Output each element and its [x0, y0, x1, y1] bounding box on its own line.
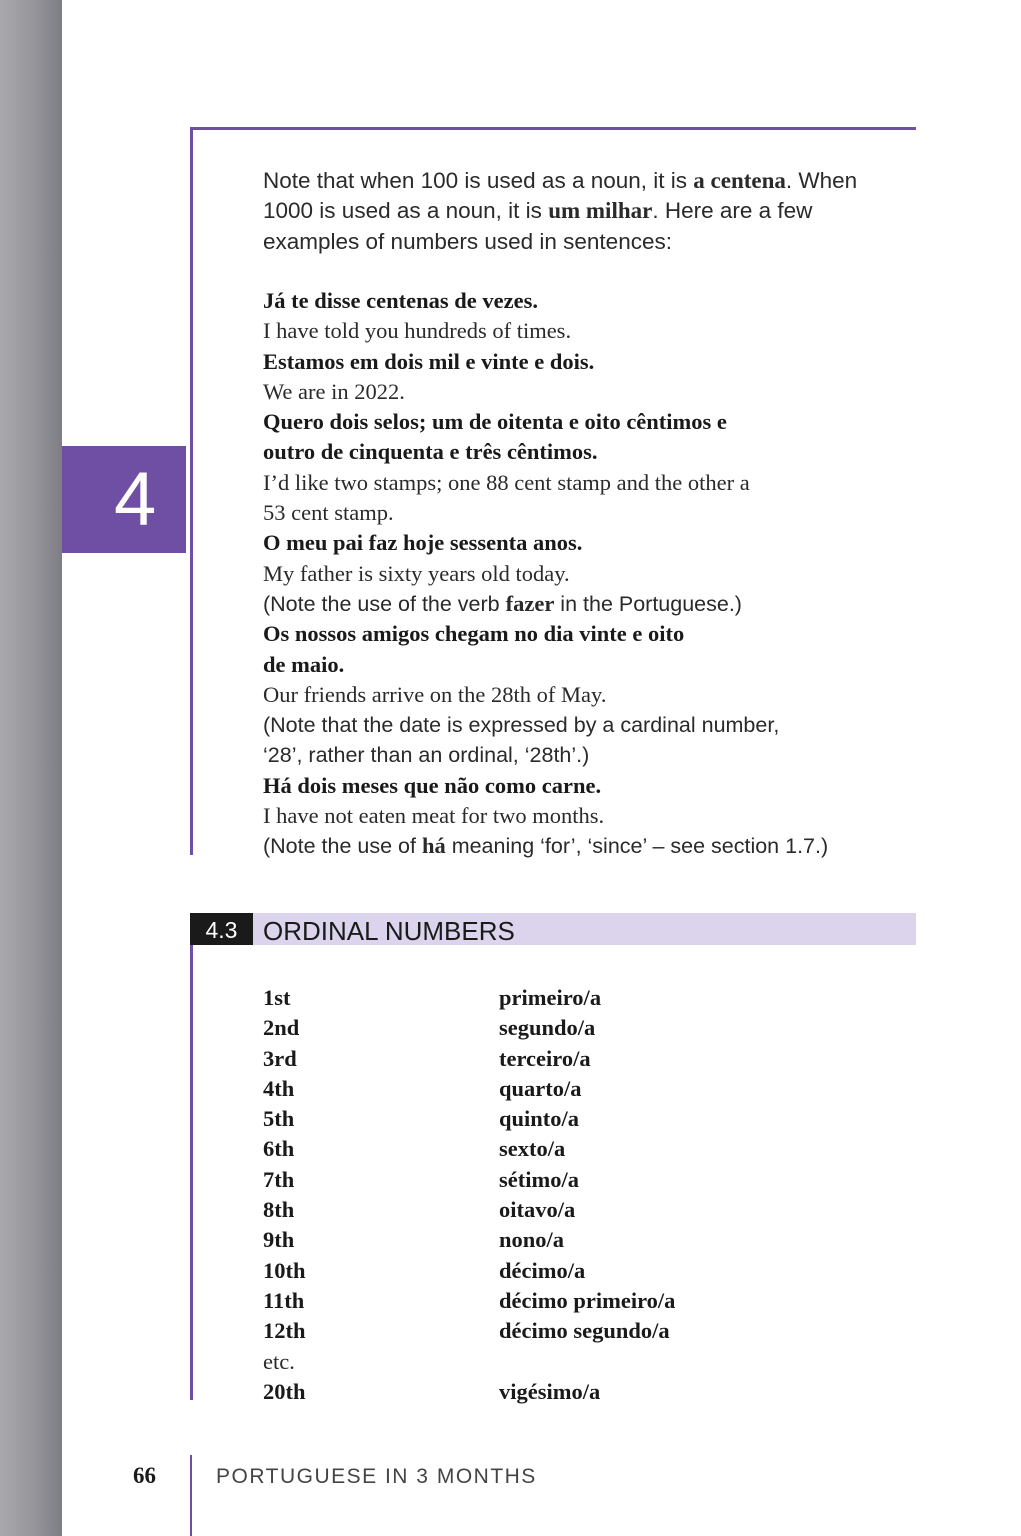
ordinal-row	[263, 1104, 903, 1134]
ordinal-portuguese: primeiro/a	[499, 985, 602, 1010]
intro-term-centena: a centena	[693, 168, 786, 193]
example-en: I have told you hundreds of times.	[263, 318, 572, 344]
intro-text-3: . Here are a few examples of numbers used in sentences:	[263, 198, 813, 254]
example-pt: Já te disse centenas de vezes.	[263, 288, 538, 313]
example-pt: O meu pai faz hoje sessenta anos.	[263, 530, 583, 556]
ordinal-english: 8th	[263, 1197, 295, 1223]
example-en: Our friends arrive on the 28th of May.	[263, 681, 607, 707]
ordinal-portuguese: segundo/a	[499, 1015, 596, 1041]
ordinal-english: 4th	[263, 1075, 295, 1101]
note-text: in the Portuguese.)	[554, 591, 742, 616]
example-note: ‘28’, rather than an ordinal, ‘28th’.)	[263, 743, 590, 768]
footer-rule	[190, 1455, 192, 1536]
ordinal-portuguese: quarto/a	[499, 1075, 582, 1101]
example-en: 53 cent stamp.	[263, 500, 394, 526]
ordinal-english: 20th	[263, 1378, 306, 1404]
note-text: (Note the use of the verb	[263, 591, 506, 616]
ordinal-portuguese: vigésimo/a	[499, 1378, 601, 1404]
example-pt: de maio.	[263, 651, 345, 677]
ordinal-english: 5th	[263, 1106, 295, 1132]
book-spine-edge	[0, 0, 62, 1536]
margin-rule-upper	[190, 127, 193, 855]
top-rule	[190, 127, 916, 130]
example-en: I’d like two stamps; one 88 cent stamp and the other a	[263, 469, 750, 495]
ordinal-row	[263, 1316, 903, 1346]
ordinal-row	[263, 1165, 903, 1195]
example-pt: outro de cinquenta e três cêntimos.	[263, 439, 598, 465]
example-note: (Note that the date is expressed by a cardinal number,	[263, 713, 780, 738]
ordinal-english: 2nd	[263, 1015, 300, 1041]
ordinal-english: 1st	[263, 985, 291, 1010]
ordinal-portuguese: terceiro/a	[499, 1045, 591, 1071]
ordinal-row	[263, 1225, 903, 1255]
ordinal-english: 10th	[263, 1257, 306, 1283]
ordinal-portuguese: sétimo/a	[499, 1166, 579, 1192]
page-number: 66	[133, 1463, 156, 1488]
intro-text-2: . When 1000 is used as a noun, it is	[263, 168, 858, 224]
ordinal-portuguese: sexto/a	[499, 1136, 566, 1162]
ordinals-table	[263, 983, 903, 1407]
intro-term-milhar: um milhar	[548, 198, 653, 224]
example-pt: Quero dois selos; um de oitenta e oito cêntimos e	[263, 409, 727, 435]
ordinal-portuguese: décimo/a	[499, 1257, 586, 1283]
ordinal-row	[263, 1286, 903, 1316]
example-pt: Os nossos amigos chegam no dia vinte e oito	[263, 621, 685, 647]
intro-paragraph	[263, 166, 903, 257]
chapter-tab: 4	[62, 446, 186, 553]
ordinal-row	[263, 1347, 903, 1377]
ordinal-row	[263, 1195, 903, 1225]
ordinal-portuguese: décimo segundo/a	[499, 1318, 670, 1344]
note-term: há	[421, 833, 446, 859]
example-note	[263, 831, 903, 861]
ordinal-english: 3rd	[263, 1045, 297, 1071]
ordinal-portuguese: oitavo/a	[499, 1197, 576, 1223]
ordinal-english: etc.	[263, 1348, 295, 1374]
ordinal-english: 11th	[263, 1287, 305, 1313]
section-number: 4.3	[190, 913, 253, 945]
examples-block	[263, 286, 903, 862]
ordinal-portuguese: décimo primeiro/a	[499, 1287, 676, 1313]
margin-rule-lower	[190, 930, 193, 1400]
ordinal-row	[263, 983, 903, 1013]
ordinal-portuguese: quinto/a	[499, 1106, 580, 1132]
ordinal-row	[263, 1074, 903, 1104]
ordinal-english: 9th	[263, 1227, 295, 1253]
ordinal-english: 6th	[263, 1136, 295, 1162]
note-text: (Note the use of	[263, 834, 422, 859]
example-note	[263, 589, 903, 619]
ordinal-row	[263, 1134, 903, 1164]
example-en: I have not eaten meat for two months.	[263, 803, 605, 829]
running-footer-title: PORTUGUESE IN 3 MONTHS	[216, 1465, 537, 1488]
note-text: meaning ‘for’, ‘since’ – see section 1.7.)	[445, 834, 829, 859]
ordinal-portuguese: nono/a	[499, 1227, 565, 1253]
ordinal-english: 12th	[263, 1318, 306, 1344]
intro-text-1: Note that when 100 is used as a noun, it is	[263, 168, 694, 193]
section-title: ORDINAL NUMBERS	[263, 916, 515, 946]
ordinal-row	[263, 1377, 903, 1407]
example-en: My father is sixty years old today.	[263, 560, 570, 586]
ordinal-row	[263, 1256, 903, 1286]
ordinal-english: 7th	[263, 1166, 295, 1192]
ordinal-row	[263, 1013, 903, 1043]
example-pt: Há dois meses que não como carne.	[263, 772, 602, 798]
example-pt: Estamos em dois mil e vinte e dois.	[263, 348, 595, 374]
section-heading	[190, 913, 916, 945]
note-term: fazer	[505, 590, 555, 616]
example-en: We are in 2022.	[263, 378, 405, 404]
ordinal-row	[263, 1044, 903, 1074]
